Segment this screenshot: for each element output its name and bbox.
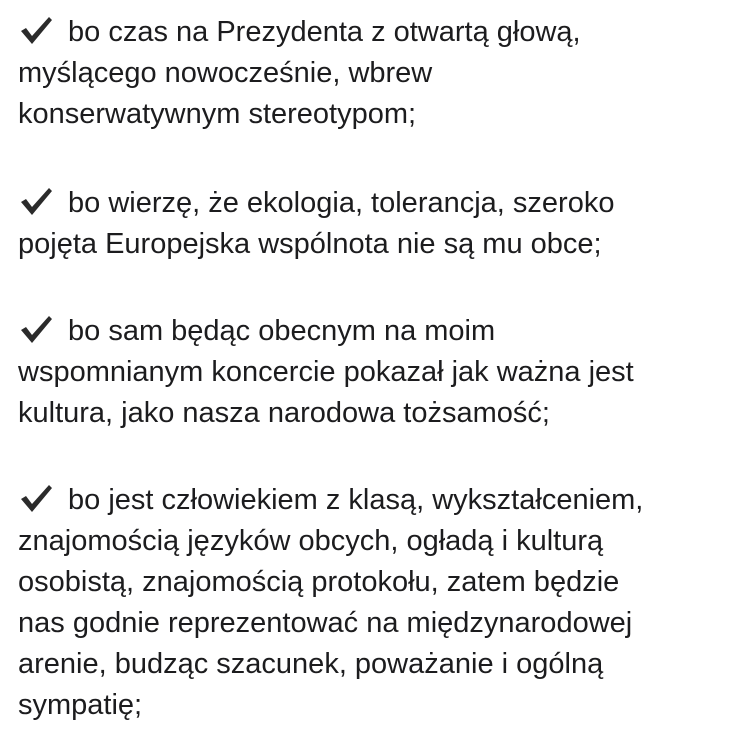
list-item bbox=[18, 311, 738, 434]
item-text-line: pojęta Europejska wspólnota nie są mu obce; bbox=[18, 228, 602, 260]
item-text-line: bo sam będąc obecnym na moim bbox=[68, 315, 496, 347]
list-item bbox=[18, 12, 738, 135]
checkmark-icon bbox=[18, 314, 54, 344]
document-body bbox=[18, 12, 738, 726]
list-item bbox=[18, 183, 738, 265]
item-text-line: konserwatywnym stereotypom; bbox=[18, 98, 417, 130]
item-text-line: arenie, budząc szacunek, poważanie i ogólną bbox=[18, 648, 604, 680]
paragraph-spacer bbox=[18, 265, 738, 311]
item-text-line: znajomością języków obcych, ogładą i kulturą bbox=[18, 525, 604, 557]
item-text-line: wspomnianym koncercie pokazał jak ważna jest bbox=[18, 356, 634, 388]
checkmark-icon bbox=[18, 15, 54, 45]
item-text-line: osobistą, znajomością protokołu, zatem będzie bbox=[18, 566, 620, 598]
item-text-line: myślącego nowocześnie, wbrew bbox=[18, 57, 433, 89]
item-text-line: sympatię; bbox=[18, 689, 143, 721]
list-item bbox=[18, 480, 738, 726]
item-text-line: bo czas na Prezydenta z otwartą głową, bbox=[68, 16, 581, 48]
paragraph-spacer bbox=[18, 434, 738, 480]
checkmark-icon bbox=[18, 483, 54, 513]
item-text-line: nas godnie reprezentować na międzynarodowej bbox=[18, 607, 633, 639]
item-text-line: bo wierzę, że ekologia, tolerancja, szeroko bbox=[68, 187, 615, 219]
checkmark-icon bbox=[18, 186, 54, 216]
item-text-line: kultura, jako nasza narodowa tożsamość; bbox=[18, 397, 550, 429]
paragraph-spacer bbox=[18, 135, 738, 183]
item-text-line: bo jest człowiekiem z klasą, wykształceniem, bbox=[68, 484, 644, 516]
